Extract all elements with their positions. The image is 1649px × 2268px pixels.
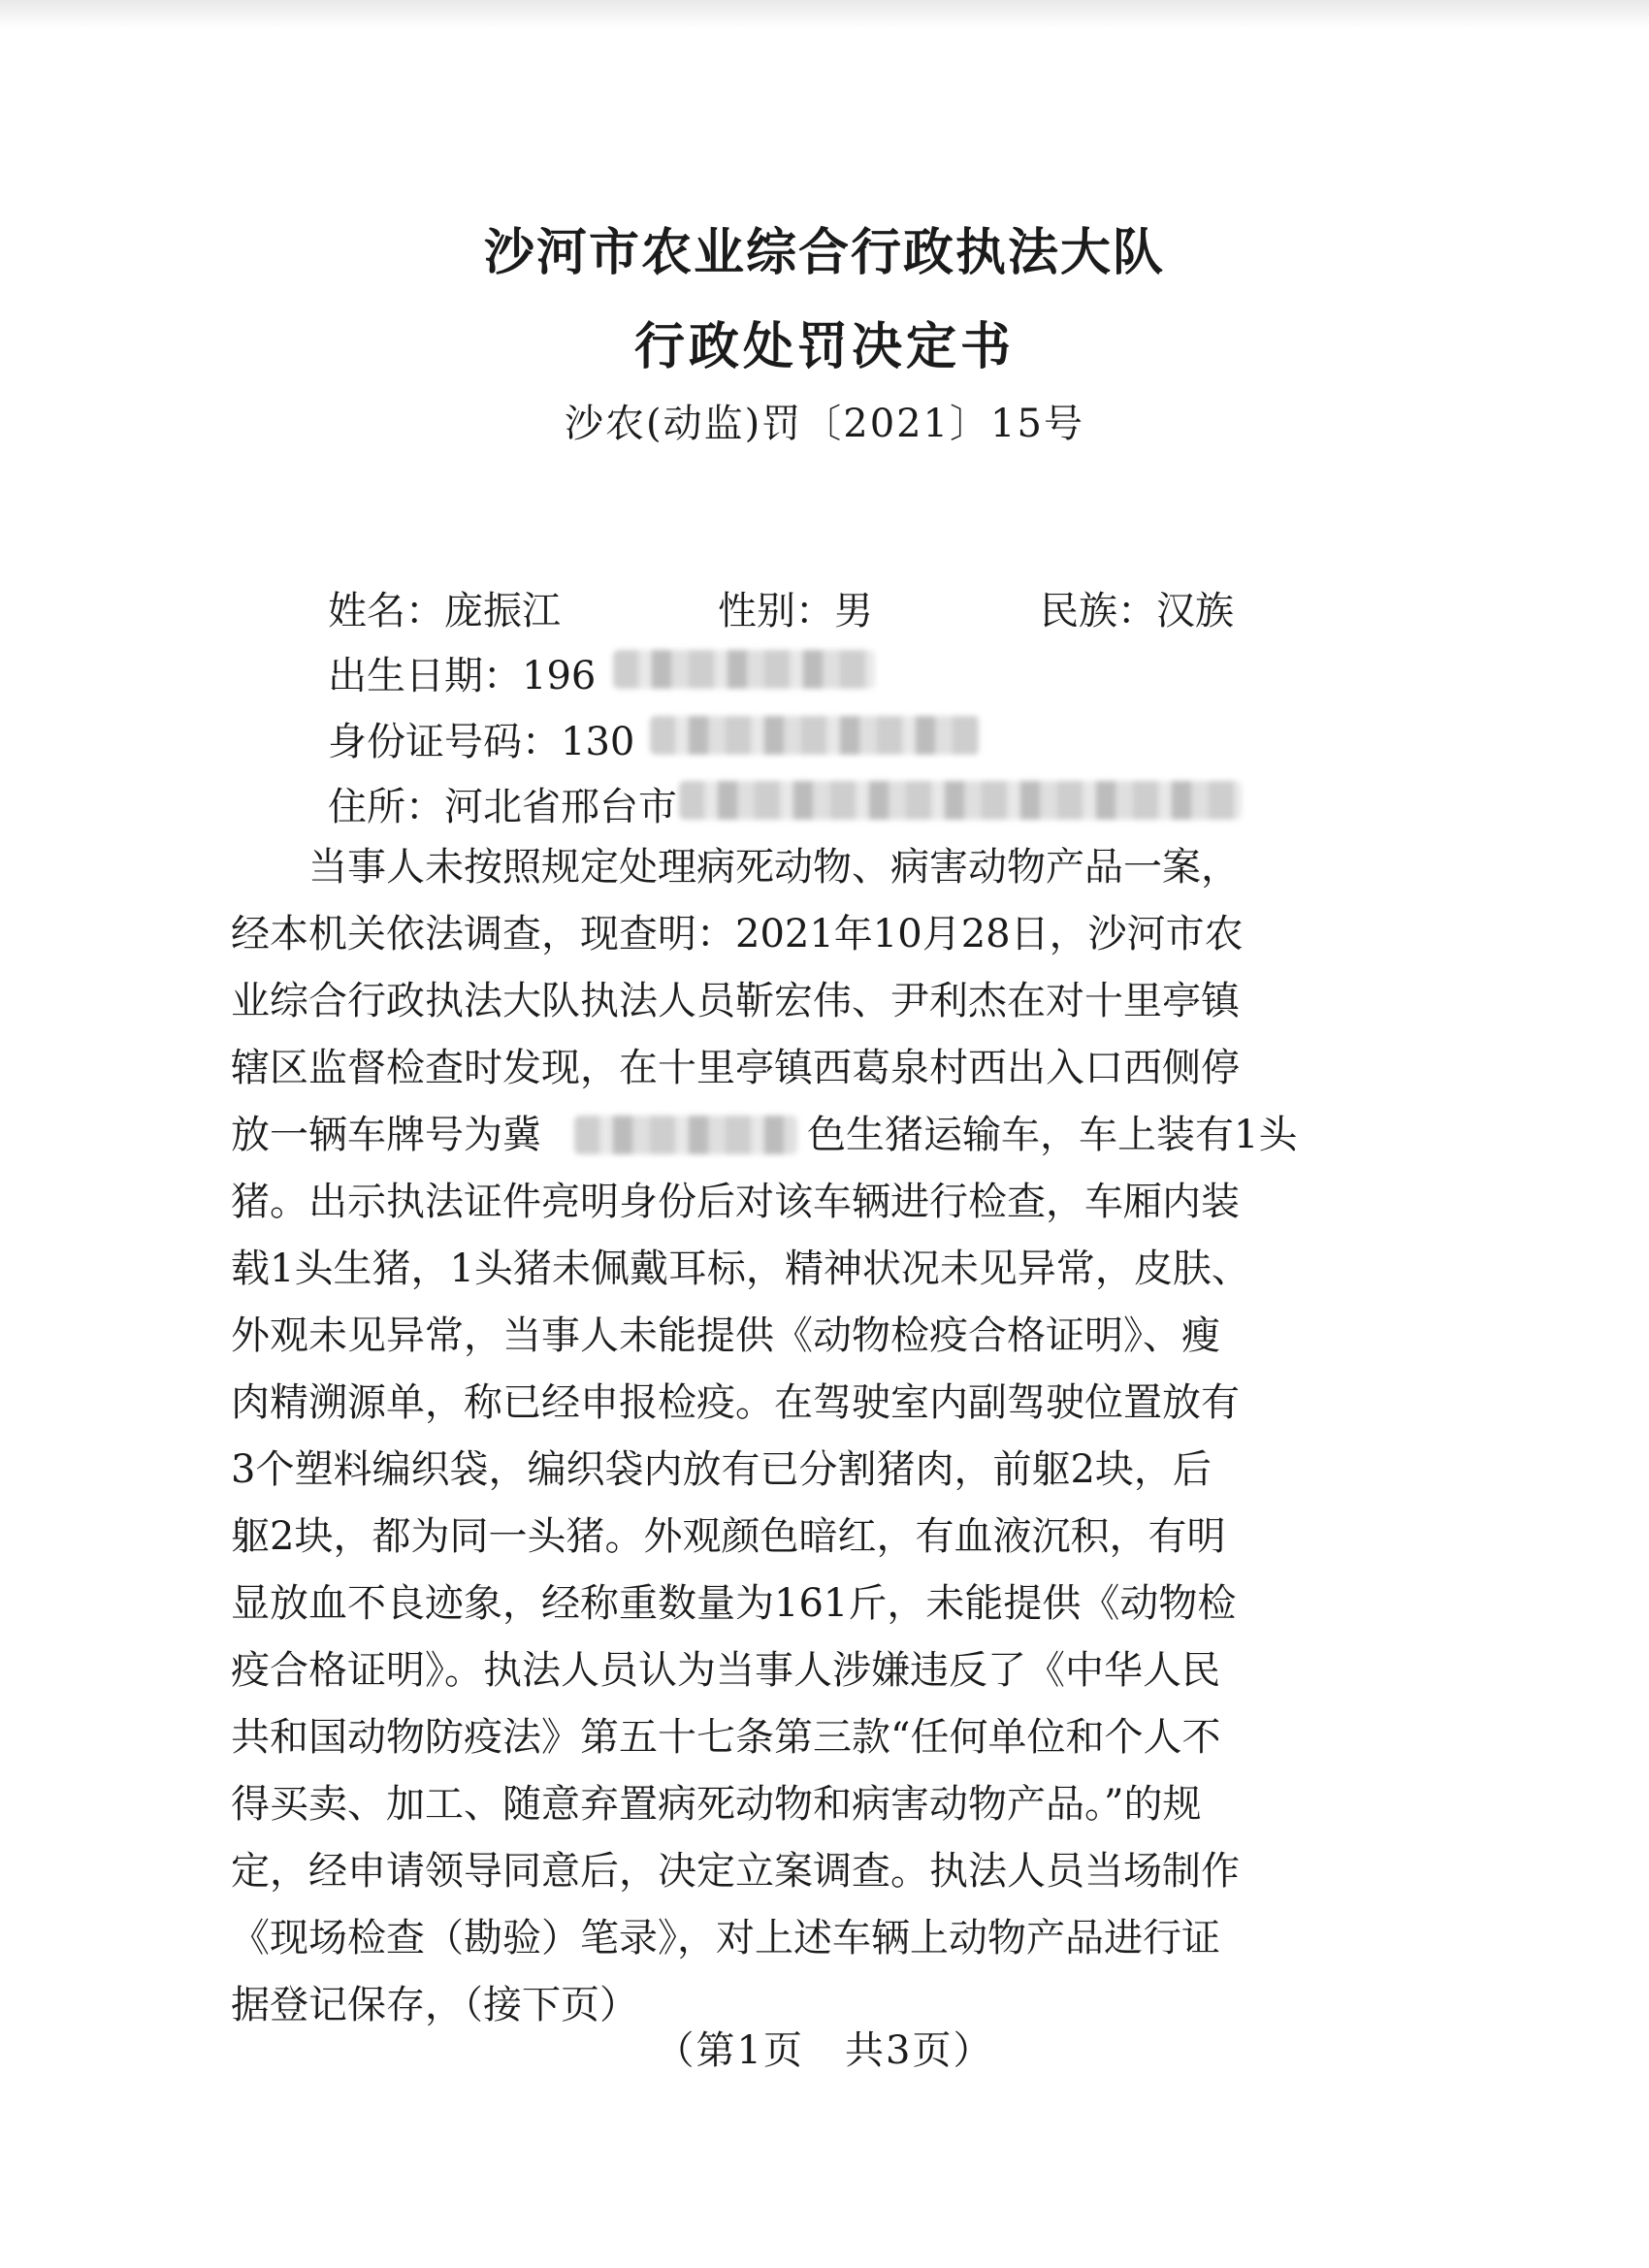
body-line: 共和国动物防疫法》第五十七条第三款“任何单位和个人不: [231, 1715, 1221, 1760]
body-line: 《现场检查（勘验）笔录》，对上述车辆上动物产品进行证: [231, 1916, 1220, 1960]
redaction-birth-date: [613, 650, 875, 689]
redaction-plate-number: [574, 1116, 797, 1154]
party-id-number: 身份证号码：130: [328, 720, 635, 764]
body-line: 显放血不良迹象，经称重数量为161斤，未能提供《动物检: [231, 1581, 1237, 1626]
body-line: 疫合格证明》。执法人员认为当事人涉嫌违反了《中华人民: [231, 1648, 1220, 1693]
body-line: 当事人未按照规定处理病死动物、病害动物产品一案，: [231, 845, 1240, 890]
body-line: 载1头生猪，1头猪未佩戴耳标，精神状况未见异常，皮肤、: [231, 1247, 1250, 1291]
body-line: 得买卖、加工、随意弃置病死动物和病害动物产品。”的规: [231, 1782, 1202, 1827]
body-line: 据登记保存，（接下页）: [231, 1983, 638, 2027]
party-name: 姓名：庞振江: [328, 589, 561, 633]
redaction-address: [679, 781, 1242, 820]
document-number: 沙农(动监)罚〔2021〕15号: [565, 402, 1084, 446]
document-type-title: 行政处罚决定书: [633, 317, 1015, 376]
party-gender: 性别：男: [718, 589, 873, 633]
page-number: （第1页 共3页）: [655, 2028, 994, 2073]
agency-title: 沙河市农业综合行政执法大队: [483, 223, 1165, 282]
redaction-id-number: [650, 716, 980, 755]
party-ethnicity: 民族：汉族: [1040, 589, 1234, 633]
body-line: 辖区监督检查时发现，在十里亭镇西葛泉村西出入口西侧停: [231, 1046, 1240, 1090]
body-line: 躯2块，都为同一头猪。外观颜色暗红，有血液沉积，有明: [231, 1514, 1226, 1559]
body-line: 肉精溯源单，称已经申报检疫。在驾驶室内副驾驶位置放有: [231, 1380, 1240, 1425]
body-line: 外观未见异常，当事人未能提供《动物检疫合格证明》、瘦: [231, 1313, 1220, 1358]
scan-edge: [0, 0, 1649, 29]
body-line: 猪。出示执法证件亮明身份后对该车辆进行检查，车厢内装: [231, 1180, 1240, 1224]
body-line: 放一辆车牌号为冀: [231, 1113, 541, 1157]
body-line: 经本机关依法调查，现查明：2021年10月28日，沙河市农: [231, 912, 1244, 956]
body-line: 定，经申请领导同意后，决定立案调查。执法人员当场制作: [231, 1849, 1240, 1894]
party-address: 住所：河北省邢台市: [328, 785, 677, 829]
body-line-tail: 色生猪运输车，车上装有1头: [807, 1113, 1298, 1157]
body-line: 3个塑料编织袋，编织袋内放有已分割猪肉，前躯2块，后: [231, 1447, 1212, 1492]
body-line: 业综合行政执法大队执法人员靳宏伟、尹利杰在对十里亭镇: [231, 979, 1240, 1023]
party-birth-date: 出生日期：196: [328, 654, 597, 698]
